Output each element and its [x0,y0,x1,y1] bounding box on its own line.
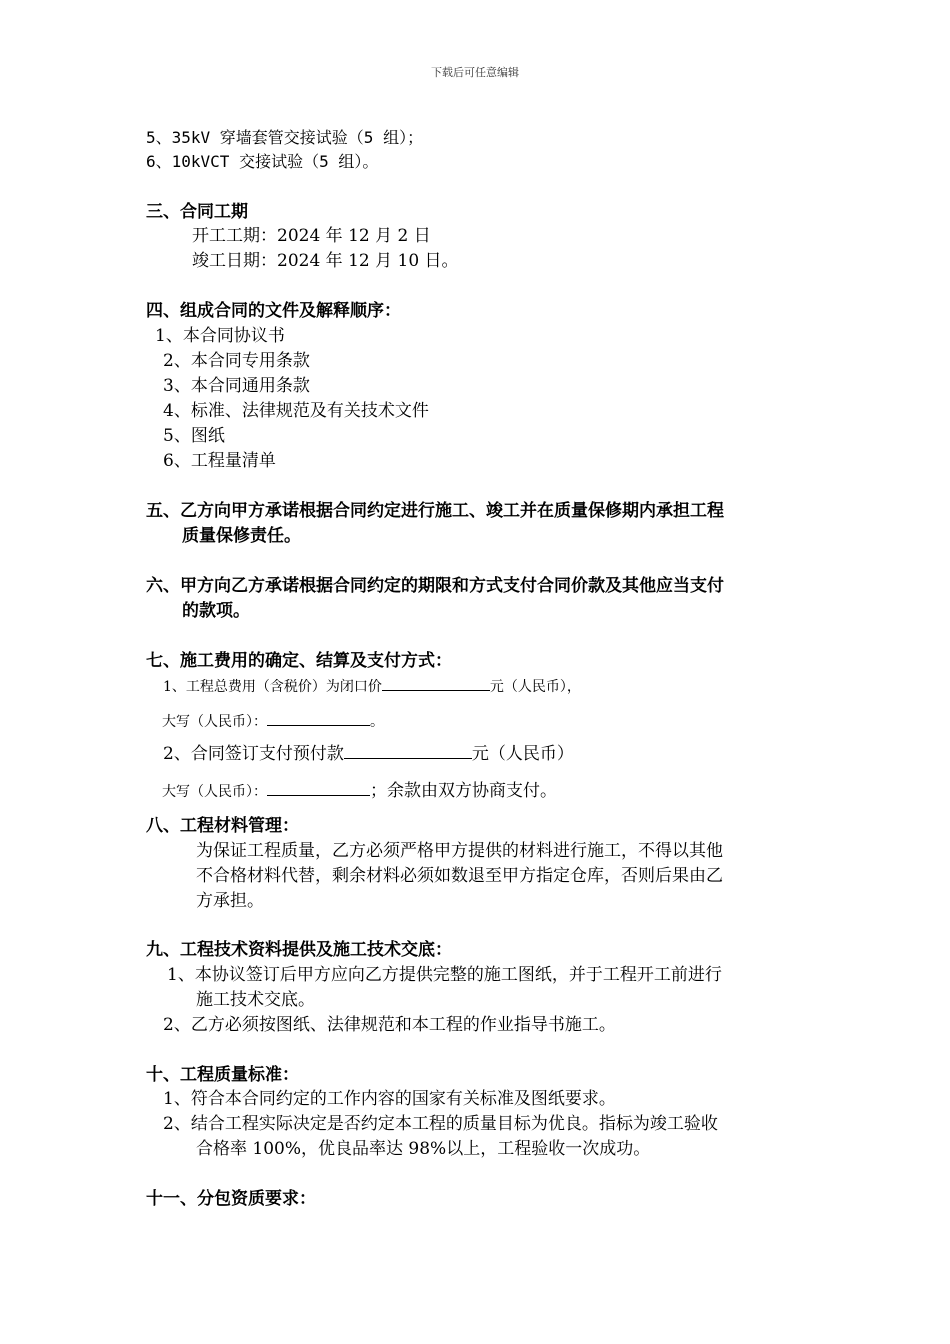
list-item: 5、35kV 穿墙套管交接试验（5 组）； [146,128,424,147]
paragraph-line: 不合格材料代替，剩余材料必须如数退至甲方指定仓库，否则后果由乙 [196,866,723,886]
paragraph-line: 方承担。 [196,891,264,911]
section-title-3: 三、合同工期 [146,202,248,222]
section-title-8: 八、工程材料管理： [146,816,299,836]
list-item: 1、本协议签订后甲方应向乙方提供完整的施工图纸，并于工程开工前进行 [167,965,722,985]
section-title-6: 六、甲方向乙方承诺根据合同约定的期限和方式支付合同价款及其他应当支付 [146,576,724,596]
total-cost-blank[interactable] [382,674,490,691]
section-title-7: 七、施工费用的确定、结算及支付方式： [146,651,452,671]
total-cost-capital-line [162,709,384,734]
total-cost-line [163,674,581,699]
total-cost-label: 1、工程总费用（含税价）为闭口价 [163,679,382,695]
list-item: 1、本合同协议书 [155,326,285,346]
section-title-9: 九、工程技术资料提供及施工技术交底： [146,940,452,960]
advance-payment-line [163,742,574,766]
section-title-4: 四、组成合同的文件及解释顺序： [146,301,401,321]
page-header: 下载后可任意编辑 [431,66,519,79]
section-title-11: 十一、分包资质要求： [146,1189,316,1209]
list-item: 2、本合同专用条款 [163,351,310,371]
section-title-5-cont: 质量保修责任。 [182,526,301,546]
paragraph-line: 为保证工程质量，乙方必须严格甲方提供的材料进行施工，不得以其他 [196,841,723,861]
section-title-5: 五、乙方向甲方承诺根据合同约定进行施工、竣工并在质量保修期内承担工程 [146,501,724,521]
capital-label-2: 大写（人民币）： [162,784,267,800]
list-item: 2、结合工程实际决定是否约定本工程的质量目标为优良。指标为竣工验收 [163,1114,718,1134]
list-item-cont: 合格率 100%，优良品率达 98%以上，工程验收一次成功。 [196,1139,651,1159]
total-cost-unit: 元（人民币）， [489,679,581,695]
list-item: 1、符合本合同约定的工作内容的国家有关标准及图纸要求。 [163,1089,616,1109]
list-item: 3、本合同通用条款 [163,376,310,396]
list-item: 4、标准、法律规范及有关技术文件 [163,401,429,421]
section-title-10: 十、工程质量标准： [146,1065,299,1085]
end-date: 竣工日期：2024 年 12 月 10 日。 [192,251,459,271]
advance-blank[interactable] [344,742,472,759]
list-item: 5、图纸 [163,426,225,446]
list-item: 6、10kVCT 交接试验（5 组）。 [146,152,379,171]
capital-blank-2[interactable] [267,779,370,796]
list-item: 2、乙方必须按图纸、法律规范和本工程的作业指导书施工。 [163,1015,616,1035]
capital-blank[interactable] [267,709,370,726]
capital-end: 。 [370,714,384,730]
advance-label: 2、合同签订支付预付款 [163,744,344,764]
advance-unit: 元（人民币） [471,744,574,764]
list-item-cont: 施工技术交底。 [196,990,315,1010]
start-date: 开工工期：2024 年 12 月 2 日 [192,226,431,246]
advance-capital-line [162,779,557,804]
section-title-6-cont: 的款项。 [182,601,250,621]
capital-label: 大写（人民币）： [162,714,267,730]
balance-note: ；余款由双方协商支付。 [370,781,557,801]
list-item: 6、工程量清单 [163,451,276,471]
